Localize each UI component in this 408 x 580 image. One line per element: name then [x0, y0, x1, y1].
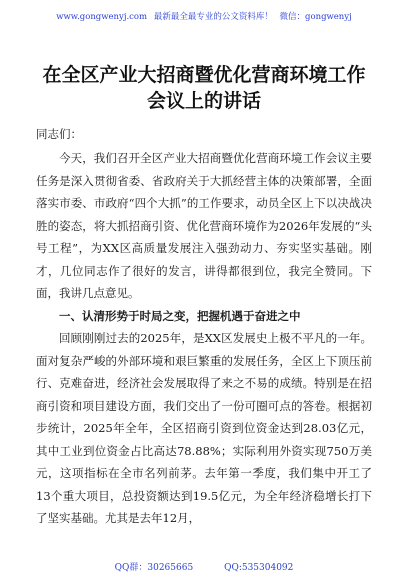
paragraph-review: 回顾刚刚过去的2025年，是XX区发展史上极不平凡的一年。面对复杂严峻的外部环境和艰巨繁重的发展任务，全区上下顶压前行、克难奋进，经济社会发展取得了来之不易的成绩。特别是在招商引资和项目建设方面，我们交出了一份可圈可点的答卷。根据初步统计，2025年全年，全区招商引资到位资金达到28.03亿元，其中工业到位资金占比高达78.88%；实际利用外资实现750万美元，这项指标在全市名列前茅。去年第一季度，我们集中开工了13个重大项目，总投资额达到19.5亿元，为全年经济稳增长打下了坚实基础。尤其是去年12月， [36, 331, 372, 525]
qq-group-text: QQ群：30265665 [114, 563, 194, 573]
slogan-text: 最新最全最专业的公文资料库！ [153, 12, 273, 22]
footer-contact [0, 560, 408, 573]
site-link[interactable]: www.gongwenyj.com [56, 12, 148, 22]
document-body [36, 147, 372, 530]
wechat-text: 微信：gongwenyj [279, 12, 352, 22]
salutation: 同志们： [36, 127, 82, 141]
qq-text: QQ:535304092 [224, 563, 294, 573]
section-heading-1: 一、认清形势于时局之变，把握机遇于奋进之中 [59, 308, 301, 323]
paragraph-intro: 今天，我们召开全区产业大招商暨优化营商环境工作会议主要任务是深入贯彻省委、省政府关于大抓经营主体的决策部署，全面落实市委、市政府“四个大抓”的工作要求，动员全区上下以决战决胜的姿态，将大抓招商引资、优化营商环境作为2026年发展的“头号工程”，为XX区高质量发展注入强劲动力、夯实坚实基础。刚才，几位同志作了很好的发言，讲得都很到位，我完全赞同。下面，我讲几点意见。 [36, 151, 372, 300]
document-title: 在全区产业大招商暨优化营商环境工作会议上的讲话 [42, 64, 366, 112]
header-banner [0, 10, 408, 22]
